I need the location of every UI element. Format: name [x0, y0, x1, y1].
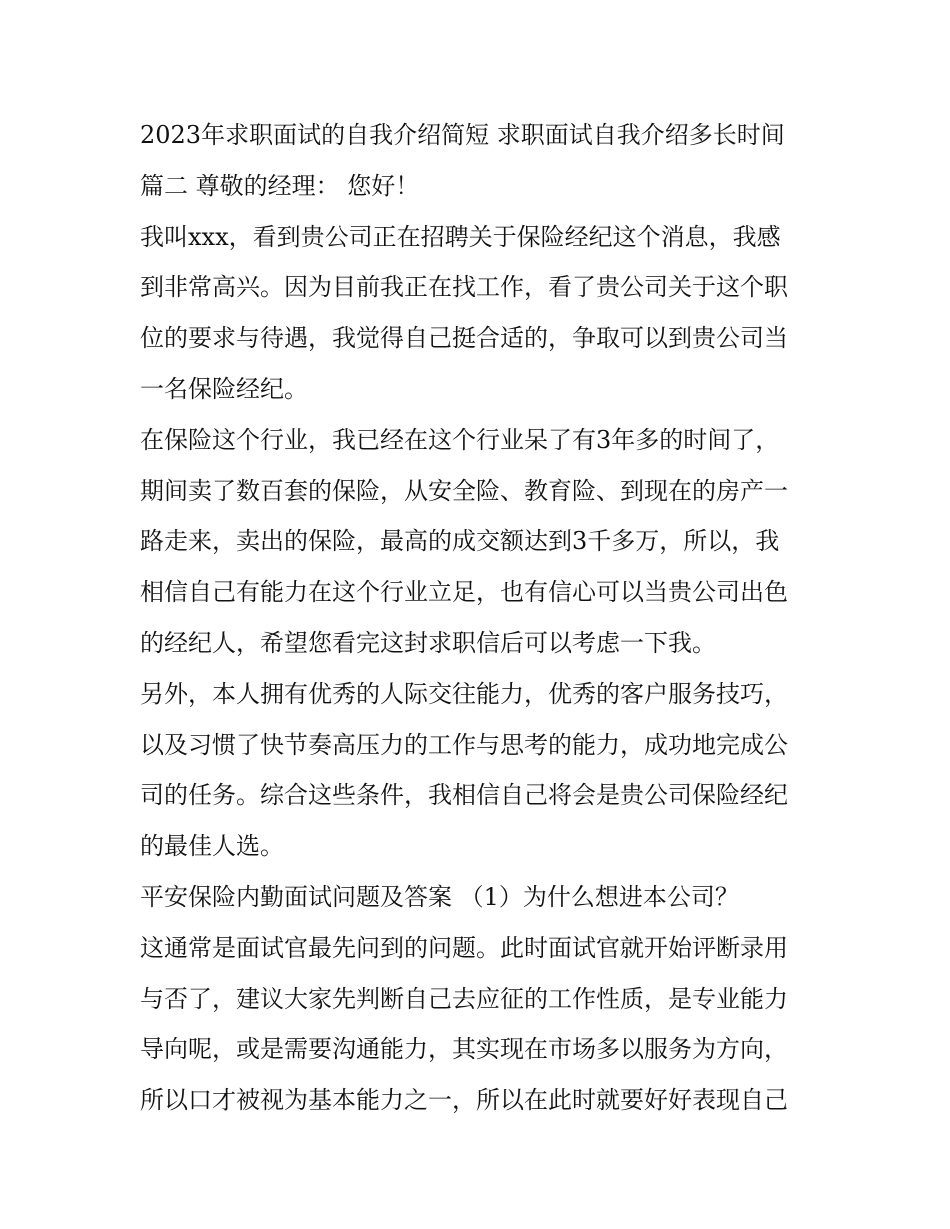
text-line: 我叫xxx，看到贵公司正在招聘关于保险经纪这个消息，我感 — [140, 222, 781, 251]
text-line: 篇二 尊敬的经理： 您好！ — [140, 171, 420, 200]
text-line: 司的任务。综合这些条件，我相信自己将会是贵公司保险经纪 — [140, 781, 788, 810]
text-line: 另外，本人拥有优秀的人际交往能力，优秀的客户服务技巧， — [140, 679, 788, 708]
text-line: 位的要求与待遇，我觉得自己挺合适的，争取可以到贵公司当 — [140, 324, 788, 353]
text-line: 在保险这个行业，我已经在这个行业呆了有3年多的时间了， — [140, 425, 780, 454]
document-title-line: 2023年求职面试的自我介绍简短 求职面试自我介绍多长时间 — [140, 121, 785, 149]
text-line: 一名保险经纪。 — [140, 374, 308, 403]
text-line: 以及习惯了快节奏高压力的工作与思考的能力，成功地完成公 — [140, 730, 788, 759]
text-line: 导向呢，或是需要沟通能力，其实现在市场多以服务为方向， — [140, 1035, 788, 1064]
text-line: 路走来，卖出的保险，最高的成交额达到3千多万，所以，我 — [140, 527, 780, 556]
text-line: 与否了，建议大家先判断自己去应征的工作性质，是专业能力 — [140, 984, 788, 1013]
text-line: 所以口才被视为基本能力之一，所以在此时就要好好表现自己 — [140, 1086, 788, 1115]
section-heading-line: 平安保险内勤面试问题及答案 （1）为什么想进本公司？ — [140, 882, 739, 911]
text-line: 这通常是面试官最先问到的问题。此时面试官就开始评断录用 — [140, 933, 788, 962]
document-body — [140, 110, 812, 1126]
text-line: 相信自己有能力在这个行业立足，也有信心可以当贵公司出色 — [140, 578, 788, 607]
text-line: 的最佳人选。 — [140, 832, 284, 861]
text-line: 到非常高兴。因为目前我正在找工作，看了贵公司关于这个职 — [140, 273, 788, 302]
text-line: 的经纪人，希望您看完这封求职信后可以考虑一下我。 — [140, 628, 716, 657]
text-line: 期间卖了数百套的保险，从安全险、教育险、到现在的房产一 — [140, 476, 788, 505]
